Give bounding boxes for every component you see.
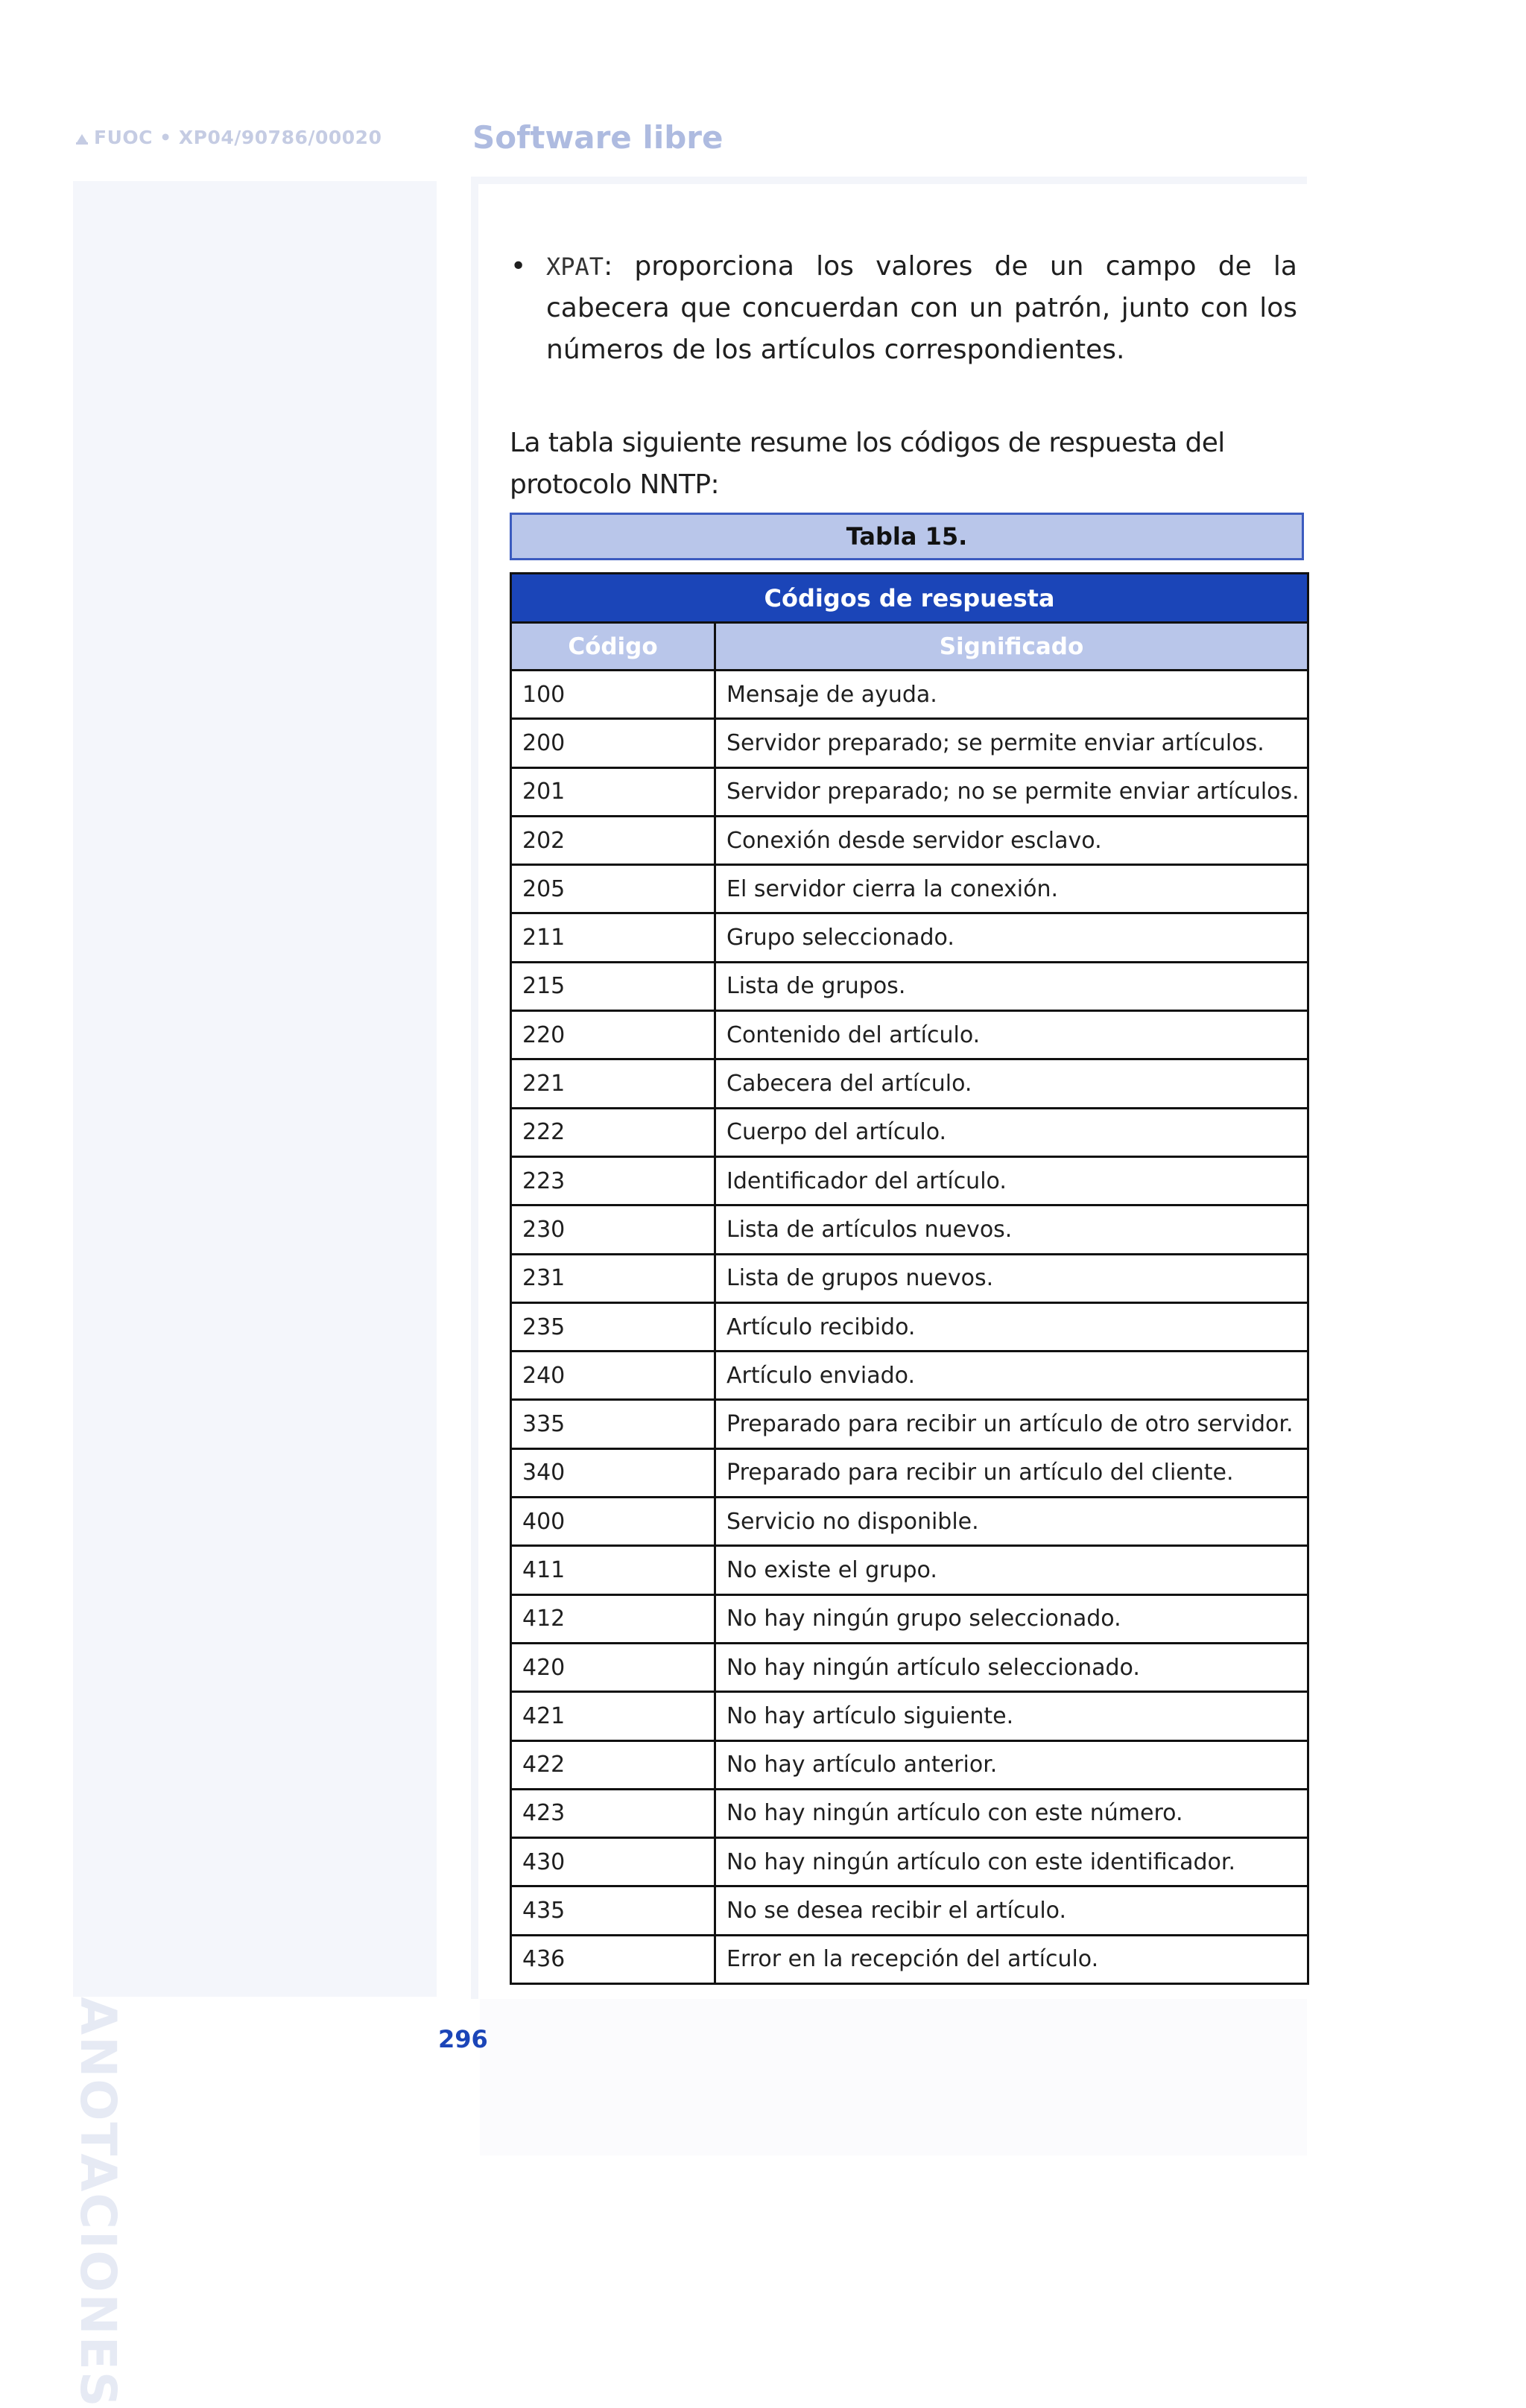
annotations-label: ANOTACIONES — [69, 1997, 127, 2408]
code-cell: 230 — [511, 1205, 715, 1254]
code-cell: 400 — [511, 1498, 715, 1546]
table-row — [511, 1789, 1308, 1837]
code-cell: 201 — [511, 767, 715, 816]
code-cell: 421 — [511, 1692, 715, 1740]
table-row — [511, 1352, 1308, 1400]
meaning-cell: Preparado para recibir un artículo del cliente. — [715, 1448, 1308, 1497]
table-row — [511, 962, 1308, 1010]
meaning-cell: Lista de grupos. — [715, 962, 1308, 1010]
table-row — [511, 913, 1308, 962]
table-row — [511, 1886, 1308, 1935]
running-header-publisher — [75, 127, 382, 148]
running-header-title: Software libre — [472, 119, 724, 156]
meaning-cell: Mensaje de ayuda. — [715, 671, 1308, 719]
code-cell: 436 — [511, 1935, 715, 1983]
table-header-row — [511, 623, 1308, 671]
meaning-cell: No hay ningún artículo con este número. — [715, 1789, 1308, 1837]
meaning-cell: Error en la recepción del artículo. — [715, 1935, 1308, 1983]
table-row — [511, 816, 1308, 864]
meaning-cell: No hay ningún artículo seleccionado. — [715, 1643, 1308, 1691]
table-title-row — [511, 574, 1308, 623]
meaning-cell: No hay artículo anterior. — [715, 1740, 1308, 1789]
table-row — [511, 1400, 1308, 1448]
meaning-cell: Identificador del artículo. — [715, 1156, 1308, 1205]
meaning-cell: Servidor preparado; se permite enviar artículos. — [715, 719, 1308, 767]
column-header-code: Código — [511, 623, 715, 671]
code-cell: 221 — [511, 1059, 715, 1108]
code-cell: 100 — [511, 671, 715, 719]
code-cell: 411 — [511, 1546, 715, 1594]
meaning-cell: Grupo seleccionado. — [715, 913, 1308, 962]
meaning-cell: No existe el grupo. — [715, 1546, 1308, 1594]
table-row — [511, 1546, 1308, 1594]
table-row — [511, 1205, 1308, 1254]
annotations-sidebar — [73, 181, 437, 1997]
code-cell: 420 — [511, 1643, 715, 1691]
page-bottom-shade — [480, 1999, 1307, 2155]
table-row — [511, 1594, 1308, 1643]
code-cell: 231 — [511, 1254, 715, 1302]
bullet-description: : proporciona los valores de un campo de la cabecera que concuerdan con un patrón, junto con los números de los artículos correspondientes. — [546, 251, 1297, 365]
code-cell: 222 — [511, 1108, 715, 1156]
fuoc-logo-icon — [75, 132, 89, 145]
publisher-code: FUOC • XP04/90786/00020 — [94, 127, 382, 148]
table-title: Códigos de respuesta — [511, 574, 1308, 623]
table-row — [511, 719, 1308, 767]
table-row — [511, 1011, 1308, 1059]
response-codes-table — [510, 572, 1309, 1985]
code-cell: 412 — [511, 1594, 715, 1643]
code-cell: 223 — [511, 1156, 715, 1205]
meaning-cell: El servidor cierra la conexión. — [715, 865, 1308, 913]
meaning-cell: No hay ningún artículo con este identificador. — [715, 1838, 1308, 1886]
table-row — [511, 1740, 1308, 1789]
table-row — [511, 1448, 1308, 1497]
code-cell: 435 — [511, 1886, 715, 1935]
table-row — [511, 1643, 1308, 1691]
code-cell: 220 — [511, 1011, 715, 1059]
content-frame-top — [471, 177, 1307, 184]
code-cell: 235 — [511, 1302, 715, 1351]
meaning-cell: Artículo recibido. — [715, 1302, 1308, 1351]
code-cell: 340 — [511, 1448, 715, 1497]
code-cell: 335 — [511, 1400, 715, 1448]
table-row — [511, 1498, 1308, 1546]
meaning-cell: Preparado para recibir un artículo de otro servidor. — [715, 1400, 1308, 1448]
table-row — [511, 1108, 1308, 1156]
code-cell: 240 — [511, 1352, 715, 1400]
table-row — [511, 671, 1308, 719]
table-intro-paragraph: La tabla siguiente resume los códigos de respuesta del protocolo NNTP: — [510, 428, 1225, 500]
meaning-cell: Contenido del artículo. — [715, 1011, 1308, 1059]
table-row — [511, 767, 1308, 816]
meaning-cell: No hay ningún grupo seleccionado. — [715, 1594, 1308, 1643]
table-row — [511, 1838, 1308, 1886]
meaning-cell: Lista de grupos nuevos. — [715, 1254, 1308, 1302]
meaning-cell: Cabecera del artículo. — [715, 1059, 1308, 1108]
code-cell: 200 — [511, 719, 715, 767]
code-cell: 423 — [511, 1789, 715, 1837]
xpat-command: XPAT — [546, 253, 604, 281]
meaning-cell: Conexión desde servidor esclavo. — [715, 816, 1308, 864]
code-cell: 202 — [511, 816, 715, 864]
code-cell: 215 — [511, 962, 715, 1010]
meaning-cell: Cuerpo del artículo. — [715, 1108, 1308, 1156]
table-row — [511, 1156, 1308, 1205]
bullet-icon: • — [510, 251, 527, 282]
meaning-cell: Lista de artículos nuevos. — [715, 1205, 1308, 1254]
table-row — [511, 1059, 1308, 1108]
code-cell: 205 — [511, 865, 715, 913]
column-header-meaning: Significado — [715, 623, 1308, 671]
meaning-cell: Artículo enviado. — [715, 1352, 1308, 1400]
meaning-cell: Servicio no disponible. — [715, 1498, 1308, 1546]
code-cell: 422 — [511, 1740, 715, 1789]
table-row — [511, 1935, 1308, 1983]
code-cell: 430 — [511, 1838, 715, 1886]
table-row — [511, 1692, 1308, 1740]
table-row — [511, 1302, 1308, 1351]
page-number: 296 — [438, 2025, 488, 2053]
table-row — [511, 1254, 1308, 1302]
table-caption: Tabla 15. — [510, 513, 1304, 560]
content-frame-left — [471, 177, 478, 1999]
meaning-cell: No se desea recibir el artículo. — [715, 1886, 1308, 1935]
code-cell: 211 — [511, 913, 715, 962]
meaning-cell: Servidor preparado; no se permite enviar artículos. — [715, 767, 1308, 816]
table-row — [511, 865, 1308, 913]
bullet-text — [546, 246, 1297, 371]
meaning-cell: No hay artículo siguiente. — [715, 1692, 1308, 1740]
